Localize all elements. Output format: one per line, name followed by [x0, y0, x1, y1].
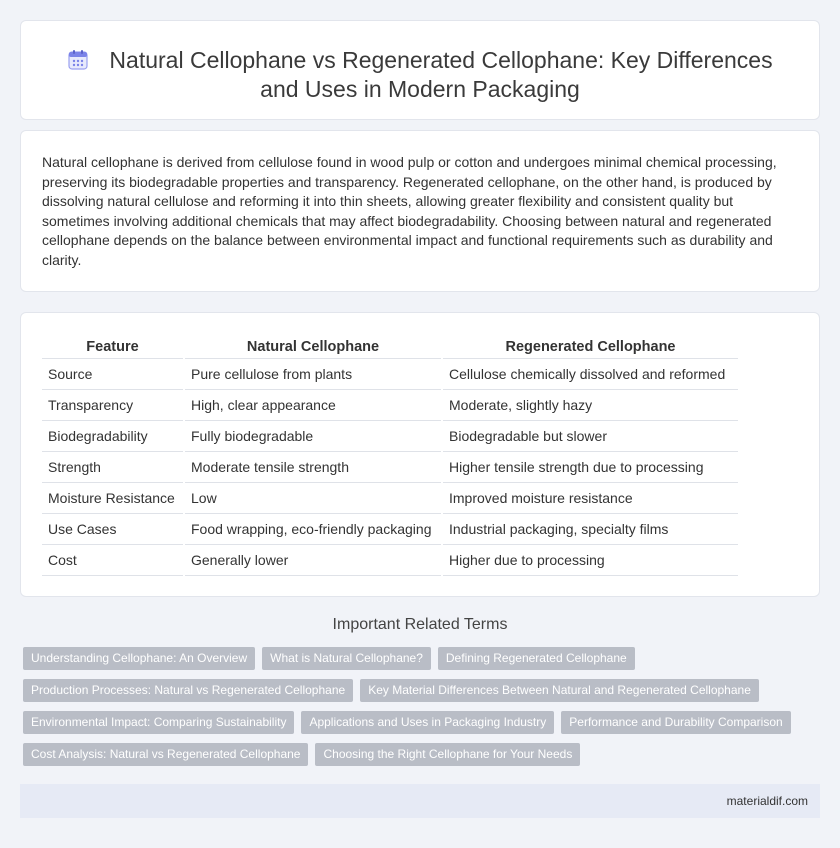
footer [20, 784, 820, 818]
table-cell: Source [42, 358, 184, 389]
intro-card [20, 130, 820, 292]
page-title-text: Natural Cellophane vs Regenerated Cellophane: Key Differences and Uses in Modern Packaging [109, 47, 773, 102]
title-card [20, 20, 820, 120]
related-tag[interactable]: Defining Regenerated Cellophane [438, 647, 635, 670]
table-row [42, 358, 738, 389]
comparison-card [20, 312, 820, 597]
calendar-icon [67, 49, 89, 71]
table-cell: Use Cases [42, 513, 184, 544]
footer-site-link[interactable]: materialdif.com [726, 794, 808, 808]
table-cell: Fully biodegradable [184, 420, 442, 451]
intro-paragraph: Natural cellophane is derived from cellulose found in wood pulp or cotton and undergoes minimal chemical processing, preserving its biodegradable properties and transparency. Regenerated cellophane, on the other hand, is produced by dissolving natural cellulose and reforming it into thin sheets, allowing greater flexibility and consistent quality but sometimes involving additional chemicals that may affect biodegradability. Choosing between natural and regenerated cellophane depends on the balance between environmental impact and functional requirements such as durability and clarity. [42, 154, 777, 268]
table-cell: Food wrapping, eco-friendly packaging [184, 513, 442, 544]
table-cell: Generally lower [184, 544, 442, 575]
related-tag[interactable]: Production Processes: Natural vs Regenerated Cellophane [23, 679, 353, 702]
related-tags [20, 647, 820, 766]
table-row [42, 389, 738, 420]
related-tag[interactable]: Applications and Uses in Packaging Industry [301, 711, 554, 734]
related-terms-heading: Important Related Terms [332, 616, 508, 633]
table-cell: Cost [42, 544, 184, 575]
table-cell: Industrial packaging, specialty films [442, 513, 738, 544]
related-tag[interactable]: Cost Analysis: Natural vs Regenerated Cellophane [23, 743, 308, 766]
table-cell: Moderate tensile strength [184, 451, 442, 482]
table-cell: Biodegradable but slower [442, 420, 738, 451]
table-cell: Strength [42, 451, 184, 482]
table-cell: Higher due to processing [442, 544, 738, 575]
table-cell: High, clear appearance [184, 389, 442, 420]
table-cell: Cellulose chemically dissolved and reformed [442, 358, 738, 389]
table-row [42, 451, 738, 482]
table-cell: Higher tensile strength due to processing [442, 451, 738, 482]
table-row [42, 420, 738, 451]
related-tag[interactable]: Understanding Cellophane: An Overview [23, 647, 255, 670]
table-cell: Low [184, 482, 442, 513]
table-row [42, 513, 738, 544]
page-title [61, 46, 779, 104]
related-tag[interactable]: Environmental Impact: Comparing Sustainability [23, 711, 294, 734]
table-cell: Transparency [42, 389, 184, 420]
related-tag[interactable]: Choosing the Right Cellophane for Your Needs [315, 743, 580, 766]
comparison-table [42, 333, 738, 576]
related-terms-section [20, 616, 820, 766]
table-cell: Moderate, slightly hazy [442, 389, 738, 420]
table-cell: Improved moisture resistance [442, 482, 738, 513]
related-tag[interactable]: Performance and Durability Comparison [561, 711, 790, 734]
related-tag[interactable]: Key Material Differences Between Natural and Regenerated Cellophane [360, 679, 759, 702]
table-header-row [42, 333, 738, 358]
table-cell: Moisture Resistance [42, 482, 184, 513]
table-row [42, 544, 738, 575]
title-wrap [61, 46, 779, 104]
table-row [42, 482, 738, 513]
header-regenerated: Regenerated Cellophane [442, 333, 738, 358]
header-natural: Natural Cellophane [184, 333, 442, 358]
related-tag[interactable]: What is Natural Cellophane? [262, 647, 431, 670]
header-feature: Feature [42, 333, 184, 358]
table-cell: Pure cellulose from plants [184, 358, 442, 389]
table-cell: Biodegradability [42, 420, 184, 451]
